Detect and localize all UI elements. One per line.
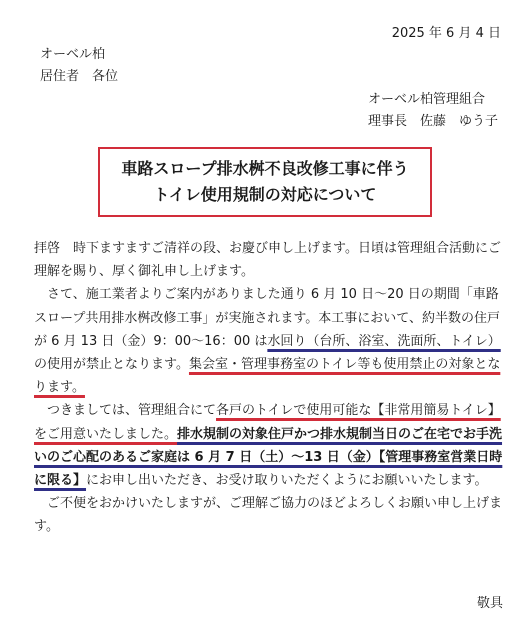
closing-keigu: 敬具 (476, 596, 503, 611)
sender-signature: 理事長 佐藤 ゆう子 (368, 114, 499, 129)
pickup-request-text: にお申し出いただき、お受け取りいただくようにお願いいたします。 (86, 473, 488, 489)
title-box (98, 147, 432, 217)
document-date: 2025 年 6 月 4 日 (391, 26, 501, 41)
prohibition-text: の使用が禁止となります。 (34, 357, 189, 373)
letter-body (34, 237, 504, 539)
recipient-building: オーベル柏 (40, 47, 106, 62)
sender-organization: オーベル柏管理組合 (368, 92, 486, 107)
water-areas-highlight: 水回り（台所、浴室、洗面所、トイレ） (267, 333, 501, 349)
construction-paragraph (34, 283, 504, 399)
emergency-toilet-notice: 各戸のトイレで使用可能な【非常用簡易トイレ】をご用意いたしました。 (34, 403, 501, 442)
title-line-2: トイレ使用規制の対応について (153, 185, 377, 204)
greeting-paragraph: 拝啓 時下ますますご清祥の段、お慶び申し上げます。日頃は管理組合活動にご理解を賜り、厚く御礼申し上げます。 (34, 241, 501, 280)
pickup-period-notice: 排水規制の対象住戸かつ排水規制当日のご在宅でお手洗いのご心配のあるご家庭は 6 月 7 日（土）～13 日（金）【管理事務室営業日時に限る】 (34, 426, 503, 489)
recipient-residents: 居住者 各位 (40, 69, 119, 84)
association-text: つきましては、管理組合にて (47, 403, 217, 419)
meeting-room-notice: 集会室・管理事務室のトイレ等も使用禁止の対象となります。 (34, 357, 501, 396)
apology-paragraph: ご不便をおかけいたしますが、ご理解ご協力のほどよろしくお願い申し上げます。 (34, 496, 503, 535)
title-line-1: 車路スロープ排水桝不良改修工事に伴う (121, 159, 409, 178)
emergency-toilet-paragraph (34, 399, 504, 492)
construction-text: さて、施工業者よりご案内がありました通り 6 月 10 日～20 日の期間「車路スロープ共用排水桝改修工事」が実施されます。本工事において、約半数の住戸が 6 月 13 日（金）9：00～16：00 は (34, 287, 501, 349)
